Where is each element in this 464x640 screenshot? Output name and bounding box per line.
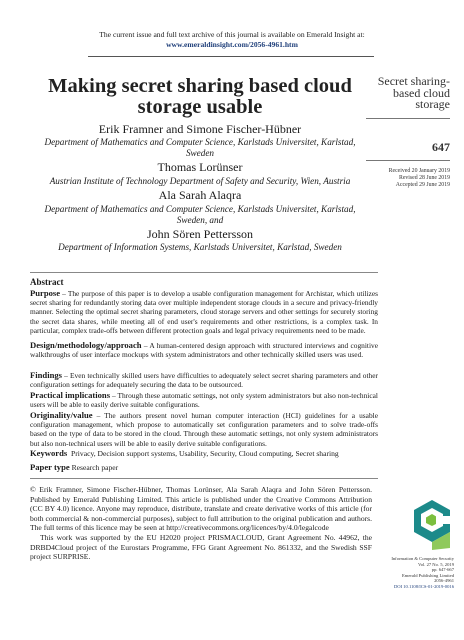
journal-issn: 2056-4961 bbox=[434, 578, 454, 584]
author-2: Thomas Lorünser bbox=[157, 160, 243, 174]
journal-doi-link[interactable]: DOI 10.1108/ICS-01-2019-0016 bbox=[393, 583, 454, 589]
abstract-bottom-rule bbox=[30, 478, 378, 479]
received-date: Received 20 January 2019 bbox=[388, 168, 450, 174]
findings-label: Findings bbox=[30, 370, 63, 380]
authors-line-1: Erik Framner and Simone Fischer-Hübner bbox=[98, 122, 302, 136]
keywords bbox=[30, 449, 378, 459]
revised-date: Revised 28 June 2019 bbox=[398, 175, 450, 181]
article-history bbox=[366, 168, 450, 189]
affiliation-3: Department of Mathematics and Computer Science, Karlstads Universitet, Karlstad, Sweden, and bbox=[44, 204, 356, 225]
purpose-label: Purpose bbox=[30, 288, 61, 298]
keywords-text: Privacy, Decision support systems, Usability, Security, Cloud computing, Secret sharing bbox=[71, 449, 339, 458]
design-text: – A human-centered design approach with structured interviews and cognitive walkthroughs of user interface mockups with system administrators and other technically skilled users was used. bbox=[30, 341, 378, 360]
article-title: Making secret sharing based cloud storage usable bbox=[48, 75, 352, 118]
abstract-heading: Abstract bbox=[30, 277, 64, 287]
journal-pages: pp. 647-667 bbox=[431, 567, 454, 573]
abstract-practical bbox=[30, 391, 378, 409]
keywords-label: Keywords bbox=[30, 448, 68, 458]
license-paragraph: © Erik Framner, Simone Fischer-Hübner, Thomas Lorünser, Ala Sarah Alaqra and John Sören Pettersson. Published by Emerald Publishing Limited. This article is published under the Creative Commons Attribution (CC BY 4.0) licence. Anyone may reproduce, distribute, translate and create derivative works of this article (for both commercial & non-commercial purposes), subject to full attribution to the original publication and authors. The full terms of this licence may be seen at http://creativecommons.org/licences/by/4.0/legalcode bbox=[30, 485, 372, 533]
notice-text: The current issue and full text archive of this journal is available on Emerald Insight at: bbox=[99, 30, 365, 39]
abstract-top-rule bbox=[30, 272, 378, 273]
abstract-originality bbox=[30, 411, 378, 448]
originality-label: Originality/value bbox=[30, 410, 93, 420]
page-number: 647 bbox=[432, 140, 450, 154]
abstract-design bbox=[30, 341, 378, 359]
journal-url-link[interactable]: www.emeraldinsight.com/2056-4961.htm bbox=[166, 40, 298, 49]
abstract-purpose bbox=[30, 289, 378, 335]
journal-name: Information & Computer Security bbox=[391, 556, 454, 561]
practical-text: – Through these automatic settings, not only system administrators but also non-technical users will be able to easily derive suitable configurations. bbox=[30, 391, 378, 410]
affiliation-4: Department of Information Systems, Karlstads Universitet, Karlstad, Sweden bbox=[58, 242, 342, 252]
journal-volume: Vol. 27 No. 5, 2019 bbox=[417, 561, 454, 567]
design-label: Design/methodology/approach bbox=[30, 340, 142, 350]
purpose-text: – The purpose of this paper is to develop a usable configuration management for Archistar, which utilizes secret sharing for redundantly storing data over multiple independent storage clouds in a secure and privacy-friendly manner. Selecting the optimal secret sharing parameters, cloud storage servers and other settings for securely storing the secret data shares, while meeting all of end user's requirements and other restrictions, is a complex task. In particular, complex trade-offs between different protection goals and legal privacy requirements need to be made. bbox=[30, 289, 378, 335]
accepted-date: Accepted 29 June 2019 bbox=[395, 182, 450, 188]
header-divider bbox=[88, 56, 374, 57]
abstract-findings bbox=[30, 371, 378, 389]
license-block bbox=[30, 485, 372, 562]
findings-text: – Even technically skilled users have difficulties to adequately select secret sharing parameters and other configuration settings for adequately securing the data to be outsourced. bbox=[30, 371, 378, 390]
practical-label: Practical implications bbox=[30, 390, 111, 400]
affiliation-2: Austrian Institute of Technology Department of Safety and Security, Wien, Austria bbox=[49, 176, 351, 186]
journal-publisher: Emerald Publishing Limited bbox=[401, 572, 454, 578]
sidebar-divider-bottom bbox=[366, 160, 450, 161]
journal-logo-icon bbox=[412, 498, 452, 550]
journal-info bbox=[376, 556, 454, 590]
affiliation-1: Department of Mathematics and Computer Science, Karlstads Universitet, Karlstad, Sweden bbox=[44, 137, 356, 158]
journal-notice bbox=[0, 30, 464, 50]
originality-text: – The authors present novel human computer interaction (HCI) guidelines for a usable configuration management, which propose to automatically set configuration parameters and to solve trade-offs based on the type of data to be stored in the cloud. Through these automatic settings, not only system administrators but also non-technical users will be able to easily derive suitable configurations. bbox=[30, 411, 378, 448]
author-3: Ala Sarah Alaqra bbox=[158, 188, 242, 202]
paper-type-label: Paper type bbox=[30, 462, 70, 472]
author-4: John Sören Pettersson bbox=[147, 227, 253, 241]
sidebar-divider-top bbox=[366, 118, 450, 119]
running-title: Secret sharing-based cloud storage bbox=[377, 74, 450, 111]
paper-type bbox=[30, 463, 378, 473]
paper-type-text: Research paper bbox=[71, 463, 119, 472]
funding-paragraph: This work was supported by the EU H2020 project PRISMACLOUD, Grant Agreement No. 44962, the DRBD4Cloud project of the Eurostars Programme, FFG Grant Agreement No. 861332, and the Swedish SSF project SURPRISE. bbox=[30, 532, 372, 562]
